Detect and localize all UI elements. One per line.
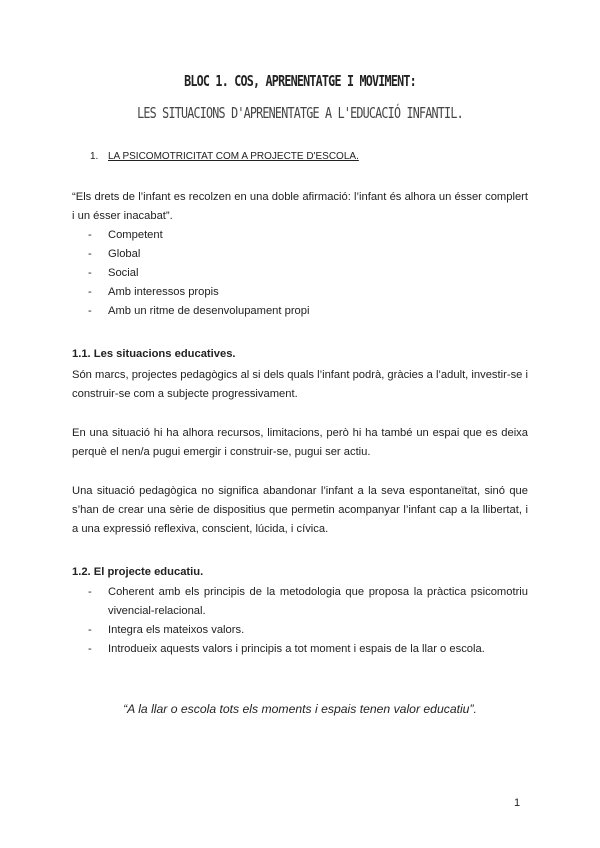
page-number: 1 bbox=[514, 797, 521, 809]
list-item: - Amb un ritme de desenvolupament propi bbox=[88, 305, 310, 317]
section-1-title: LA PSICOMOTRICITAT COM A PROJECTE D'ESCOLA. bbox=[108, 151, 359, 162]
list-item: - Amb interessos propis bbox=[88, 286, 219, 298]
intro-quote: “Els drets de l’infant es recolzen en una doble afirmació: l’infant és alhora un ésser complert i un ésser inacabat”. bbox=[72, 191, 528, 222]
list-item: - Global bbox=[88, 248, 141, 260]
title-line-1: BLOC 1. COS, APRENENTATGE I MOVIMENT: bbox=[184, 72, 416, 90]
list-item: - Integra els mateixos valors. bbox=[88, 624, 245, 636]
list-item: - Coherent amb els principis de la metodologia que proposa la pràctica psicomotriu vivencial-relacional. bbox=[88, 586, 528, 617]
section-1-number: 1. bbox=[90, 151, 99, 162]
closing-quote: “A la llar o escola tots els moments i espais tenen valor educatiu”. bbox=[123, 702, 477, 716]
list-item: - Introdueix aquests valors i principis a tot moment i espais de la llar o escola. bbox=[88, 643, 485, 655]
subsection-1-1-heading: 1.1. Les situacions educatives. bbox=[72, 348, 236, 360]
paragraph-3: Una situació pedagògica no significa abandonar l’infant a la seva espontaneïtat, sinó que s’han de crear una sèrie de dispositius que permetin acompanyar l’infant cap a la llibertat, i a una expressió reflexiva, conscient, lúcida, i cívica. bbox=[72, 485, 528, 535]
project-list bbox=[72, 583, 528, 659]
subsection-1-2-heading: 1.2. El projecte educatiu. bbox=[72, 566, 204, 578]
paragraph-1: Són marcs, projectes pedagògics al si dels quals l’infant podrà, gràcies a l’adult, investir-se i construir-se com a subjecte progressivament. bbox=[72, 369, 528, 400]
title-line-2: LES SITUACIONS D'APRENENTATGE A L'EDUCACIÓ INFANTIL. bbox=[137, 104, 463, 122]
section-1-heading bbox=[90, 151, 359, 162]
qualities-list bbox=[72, 226, 528, 321]
paragraph-2: En una situació hi ha alhora recursos, limitacions, però hi ha també un espai que es deixa perquè el nen/a pugui emergir i construir-se, pugui ser actiu. bbox=[72, 427, 528, 458]
list-item: - Competent bbox=[88, 229, 163, 241]
list-item: - Social bbox=[88, 267, 139, 279]
